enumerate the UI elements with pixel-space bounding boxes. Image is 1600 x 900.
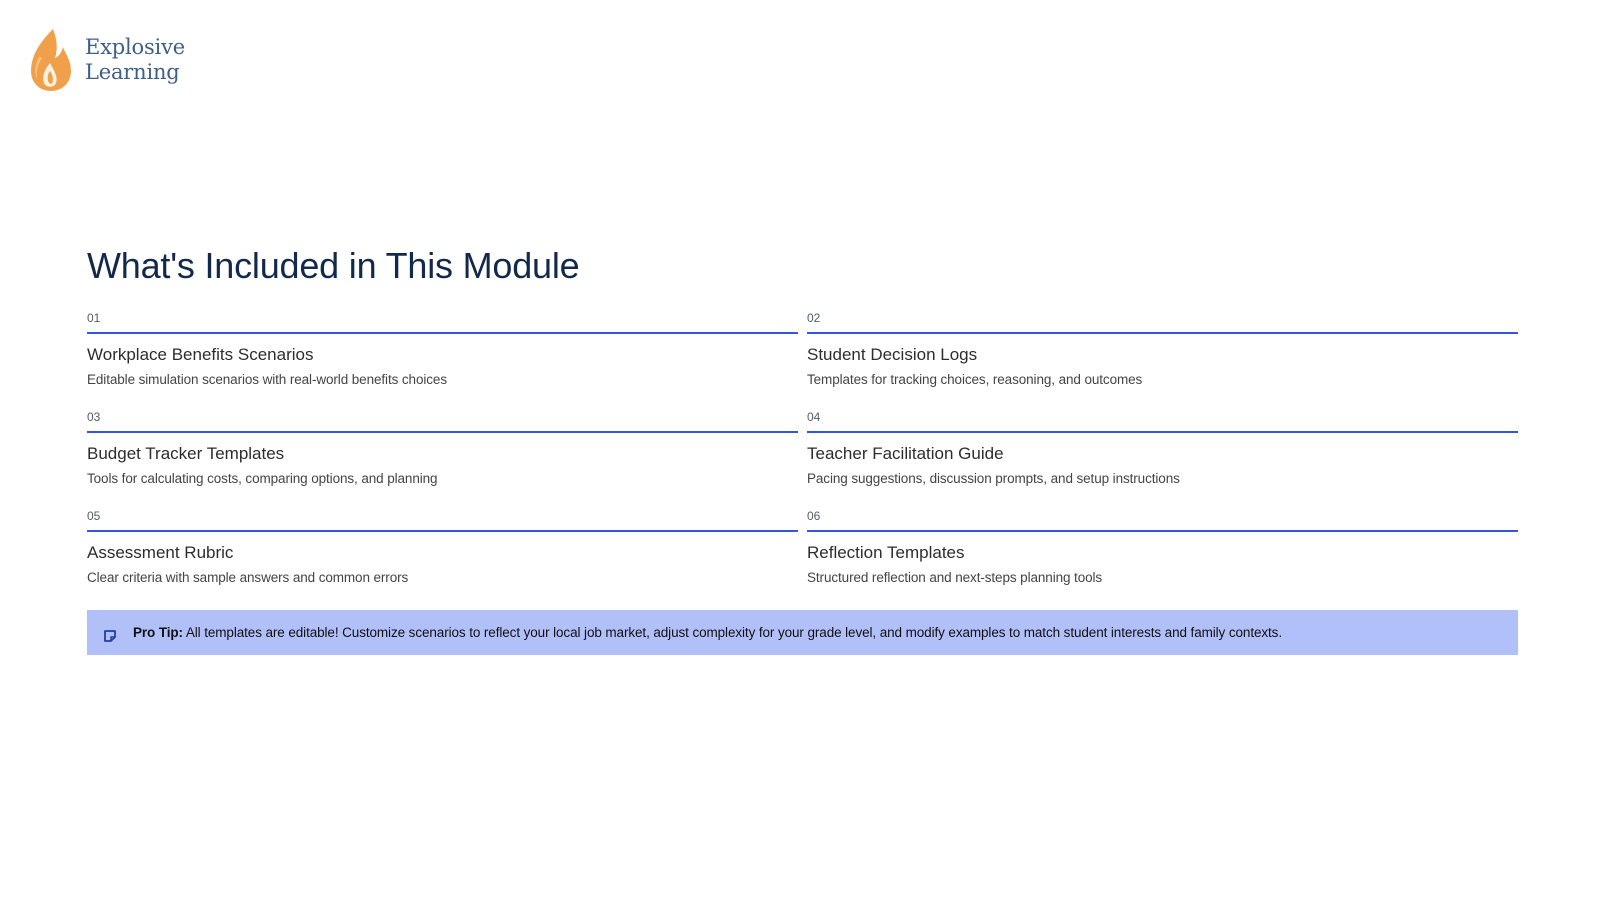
module-item xyxy=(807,503,1518,602)
item-title: Teacher Facilitation Guide xyxy=(807,444,1004,463)
item-number: 01 xyxy=(87,311,101,325)
item-divider xyxy=(807,530,1518,532)
pro-tip-callout xyxy=(87,610,1518,655)
item-number: 05 xyxy=(87,509,101,523)
item-divider xyxy=(87,431,798,433)
item-divider xyxy=(807,431,1518,433)
item-divider xyxy=(807,332,1518,334)
flame-icon xyxy=(29,27,73,93)
item-divider xyxy=(87,530,798,532)
item-divider xyxy=(87,332,798,334)
module-item xyxy=(87,305,798,404)
item-title: Student Decision Logs xyxy=(807,345,978,364)
item-description: Pacing suggestions, discussion prompts, and setup instructions xyxy=(807,471,1180,486)
pro-tip-text xyxy=(133,625,1282,640)
item-description: Tools for calculating costs, comparing options, and planning xyxy=(87,471,438,486)
item-number: 04 xyxy=(807,410,821,424)
brand-logo[interactable] xyxy=(29,27,185,93)
item-title: Budget Tracker Templates xyxy=(87,444,285,463)
page-title: What's Included in This Module xyxy=(87,245,580,286)
module-item xyxy=(87,404,798,503)
item-title: Workplace Benefits Scenarios xyxy=(87,345,314,364)
item-title: Assessment Rubric xyxy=(87,543,234,562)
item-description: Structured reflection and next-steps planning tools xyxy=(807,570,1103,585)
module-item xyxy=(807,404,1518,503)
brand-name xyxy=(85,35,185,85)
module-item xyxy=(87,503,798,602)
item-title: Reflection Templates xyxy=(807,543,965,562)
brand-name-line-2: Learning xyxy=(85,60,180,84)
module-contents-grid xyxy=(87,305,1518,602)
pro-tip-label: Pro Tip: xyxy=(133,625,183,640)
item-description: Editable simulation scenarios with real-world benefits choices xyxy=(87,372,447,387)
module-item xyxy=(807,305,1518,404)
item-description: Clear criteria with sample answers and common errors xyxy=(87,570,409,585)
item-number: 03 xyxy=(87,410,101,424)
brand-name-line-1: Explosive xyxy=(85,35,185,59)
note-icon xyxy=(103,629,117,643)
pro-tip-body: All templates are editable! Customize scenarios to reflect your local job market, adjust complexity for your grade level, and modify examples to match student interests and family contexts. xyxy=(182,625,1282,640)
item-number: 02 xyxy=(807,311,821,325)
item-number: 06 xyxy=(807,509,821,523)
item-description: Templates for tracking choices, reasoning, and outcomes xyxy=(807,372,1143,387)
